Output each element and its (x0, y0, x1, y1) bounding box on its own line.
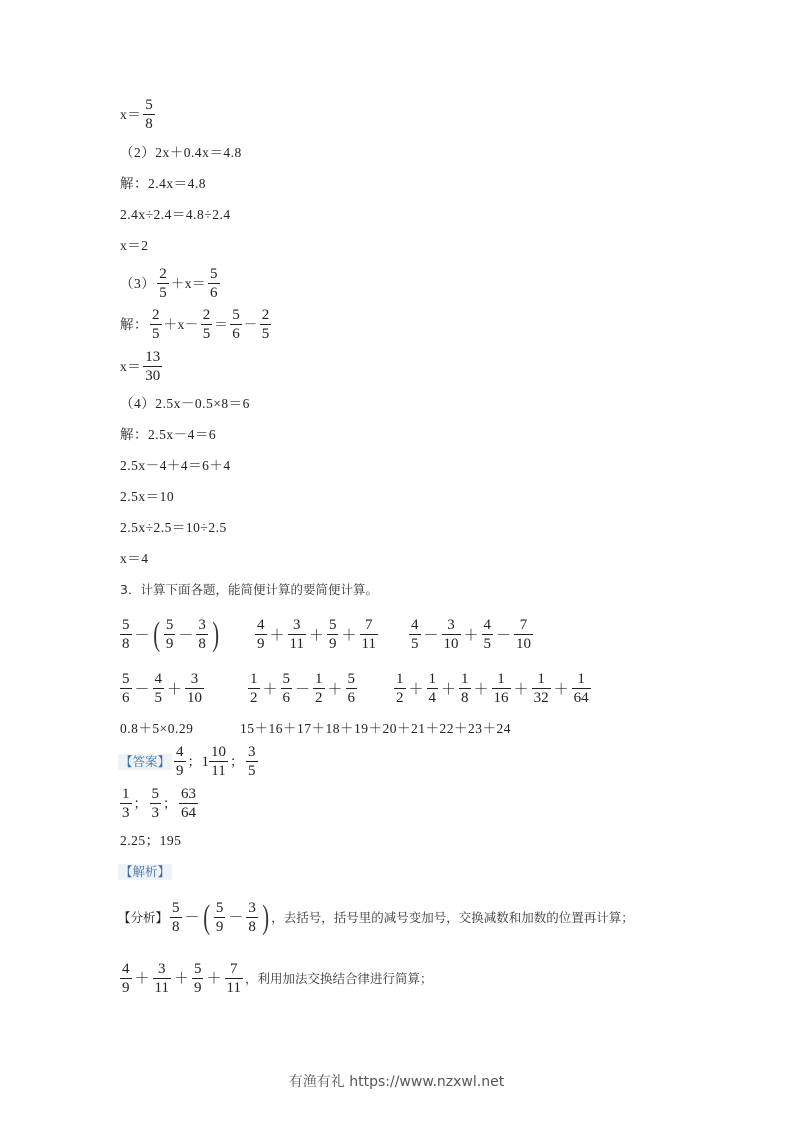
operator: － (243, 316, 258, 332)
q2-step-3 (120, 238, 149, 254)
step-text: 2.5x÷2.5＝10÷2.5 (120, 520, 227, 535)
fraction: $\frac{2}{5}$ (202, 307, 211, 342)
q2-equation (120, 145, 242, 161)
q4-equation (120, 396, 250, 412)
explanation-heading (118, 864, 172, 880)
operator: ＝ (214, 316, 229, 332)
step-text: 解：2.5x－4＝6 (120, 427, 217, 442)
step-text: x＝4 (120, 551, 149, 566)
step-text: 2.4x÷2.4＝4.8÷2.4 (120, 207, 231, 222)
fraction: $\frac{5}{6}$ (232, 307, 240, 342)
fraction: $\frac{2}{5}$ (159, 266, 167, 301)
operator: ＋x－ (163, 316, 199, 332)
problem-r1-3: $\frac{4}{5}$ － $\frac{3}{10}$ ＋ $\frac{4}{5}$ － $\frac{7}{10}$ (411, 617, 532, 652)
problem-r1-2: $\frac{4}{9}$ ＋ $\frac{3}{11}$ ＋ $\frac{5}{9}$ ＋ $\frac{7}{11}$ (257, 617, 376, 652)
q4-label: （4） (120, 396, 156, 411)
step-text: x＝2 (120, 238, 149, 253)
section3-title (120, 582, 378, 598)
q2-label: （2） (120, 145, 156, 160)
answer-tag: 【答案】 (120, 753, 171, 769)
q3-label: （3） (120, 275, 156, 291)
q2-step-1 (120, 176, 206, 192)
fraction: $\frac{2}{5}$ (152, 307, 160, 342)
problem-r2-1: $\frac{5}{6}$ － $\frac{4}{5}$ ＋ $\frac{3}{10}$ (122, 671, 203, 706)
step-text: 解：2.4x＝4.8 (120, 176, 206, 191)
watermark-footer: 有渔有礼 https://www.nzxwl.net (288, 1074, 505, 1090)
step-text: 2.5x＝10 (120, 489, 175, 504)
q4-eq-text: 2.5x－0.5×8＝6 (155, 396, 250, 411)
result-lhs: x＝ (120, 358, 142, 374)
problem-r3-2: 15＋16＋17＋18＋19＋20＋21＋22＋23＋24 (240, 721, 511, 736)
section-title: 3．计算下面各题，能简便计算的要简便计算。 (120, 582, 378, 597)
q4-step-1 (120, 427, 216, 443)
fraction: $\frac{2}{5}$ (261, 307, 270, 342)
problem-r2-2: $\frac{1}{2}$ ＋ $\frac{5}{6}$ － $\frac{1}{2}$ ＋ $\frac{5}{6}$ (250, 671, 356, 706)
answer-line-2: $\frac{1}{3}$ ； $\frac{5}{3}$ ； $\frac{63}{64}$ (122, 786, 196, 821)
q4-step-3 (120, 489, 174, 505)
answer-line-3: 2.25；195 (120, 833, 182, 848)
prev-result (120, 97, 157, 132)
q3-equation (120, 266, 222, 301)
analysis-line-1: 【分析】 $\frac{5}{8}$ － ( $\frac{5}{9}$ － $\frac{3}{8}$ ) ，去括号，括号里的减号变加号，交换减数和加数的位置再计算； (118, 898, 634, 936)
step-text: 2.5x－4＋4＝6＋4 (120, 458, 231, 473)
q4-step-4 (120, 520, 227, 536)
problem-r3-1: 0.8＋5×0.29 (120, 721, 194, 736)
fraction: $\frac{5}{8}$ (145, 97, 153, 132)
problem-r1-1: $\frac{5}{8}$ － ( $\frac{5}{9}$ － $\frac{3}{8}$ ) (122, 615, 219, 653)
fraction: $\frac{13}{30}$ (145, 349, 161, 384)
problem-r2-3: $\frac{1}{2}$ ＋ $\frac{1}{4}$ ＋ $\frac{1}{8}$ ＋ $\frac{1}{16}$ ＋ $\frac{1}{32}$ ＋ $\frac{1}{64}$ (396, 671, 589, 706)
q2-eq-text: 2x＋0.4x＝4.8 (155, 145, 242, 160)
eq-mid: ＋x＝ (170, 275, 206, 291)
fraction: $\frac{5}{6}$ (210, 266, 218, 301)
q4-step-5 (120, 551, 149, 567)
step-prefix: 解： (120, 316, 148, 332)
q4-step-2 (120, 458, 231, 474)
explanation-tag: 【解析】 (120, 864, 171, 879)
result-lhs: x＝ (120, 106, 142, 122)
q2-step-2 (120, 207, 231, 223)
answer-line-1: 【答案】 $\frac{4}{9}$ ； 1 $\frac{10}{11}$ ； $\frac{3}{5}$ (120, 744, 256, 779)
analysis-line-2: $\frac{4}{9}$ ＋ $\frac{3}{11}$ ＋ $\frac{5}{9}$ ＋ $\frac{7}{11}$ ，利用加法交换结合律进行简算； (122, 961, 433, 996)
analysis-tag: 【分析】 (118, 909, 169, 925)
q3-result (120, 349, 164, 384)
q3-step (120, 307, 273, 342)
